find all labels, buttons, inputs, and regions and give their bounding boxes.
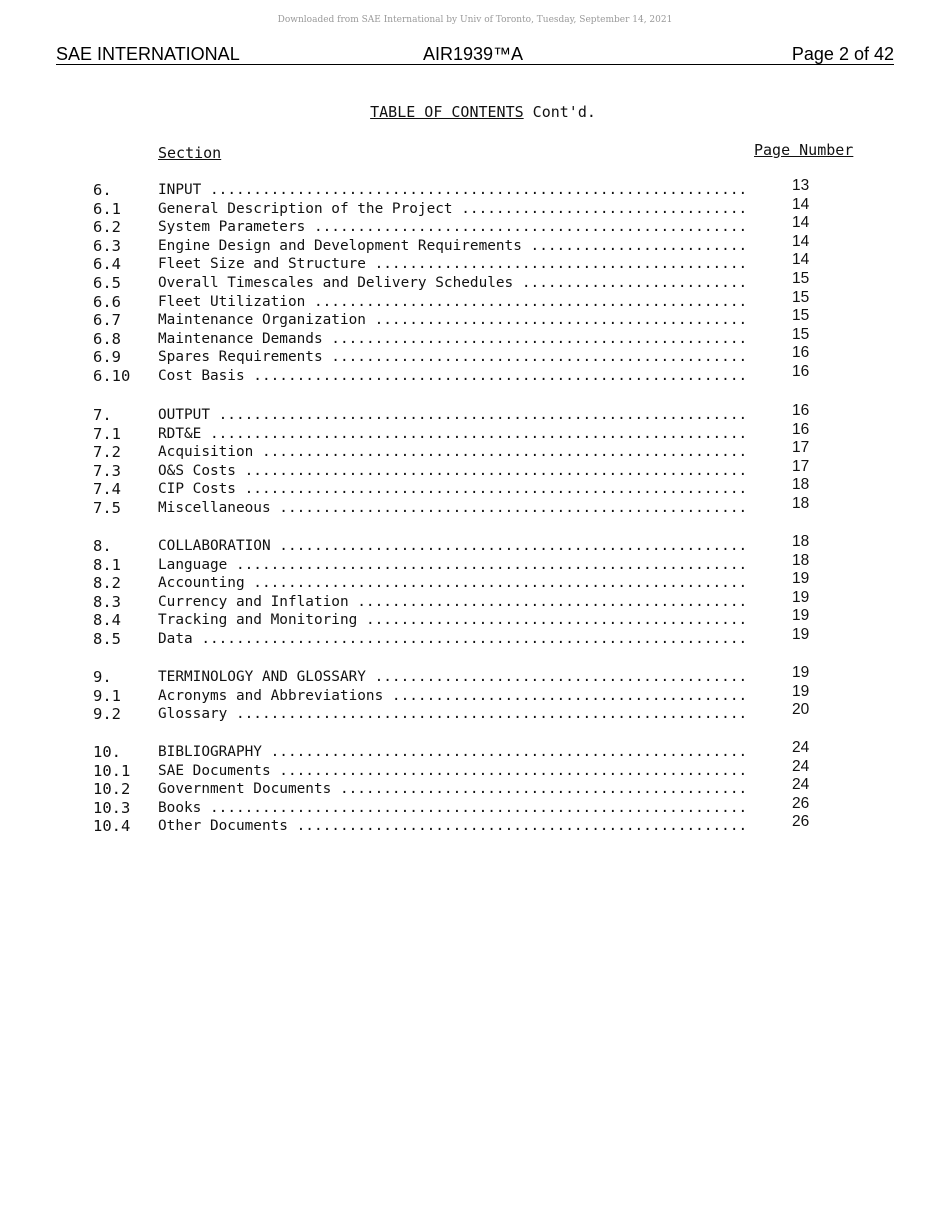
toc-entry-title: RDT&E ..... [158, 425, 744, 444]
toc-entry [0, 701, 950, 724]
toc-entry-page: 18 [792, 533, 810, 550]
toc-entry-title: Cost Basis ..... [158, 367, 744, 386]
toc-entry-page: 26 [792, 813, 810, 831]
toc-entry-number: 6.10 [93, 367, 131, 385]
toc-entry-number: 6.3 [93, 236, 121, 255]
toc-entry-number: 8.2 [93, 574, 121, 593]
toc-entry [0, 626, 950, 649]
toc-entry-number: 6. [93, 181, 112, 199]
toc-entry-page: 24 [792, 776, 810, 794]
toc-entry-title: Tracking and Monitoring ..... [158, 611, 744, 630]
toc-entry-number: 10.3 [93, 798, 131, 817]
toc-entry-title: SAE Documents ..... [158, 762, 744, 781]
toc-entry-number: 10.2 [93, 780, 131, 799]
toc-entry-title: Maintenance Organization ..... [158, 311, 744, 330]
toc-entry-title: Fleet Size and Structure ..... [158, 255, 744, 274]
toc-entry-page: 14 [792, 214, 810, 232]
toc-entry-title: Fleet Utilization ..... [158, 293, 744, 312]
toc-entry-number: 8.4 [93, 611, 121, 630]
header-org: SAE INTERNATIONAL [56, 44, 240, 64]
toc-entry-title: Glossary ..... [158, 705, 744, 724]
toc-entry-page: 18 [792, 551, 810, 569]
toc-entry-page: 16 [792, 402, 810, 419]
toc-entry-page: 18 [792, 495, 810, 512]
section-column-header: Section [158, 144, 222, 162]
toc-entry-title: CIP Costs ..... [158, 480, 744, 499]
toc-entry-title: O&S Costs ..... [158, 462, 744, 481]
toc-entry-page: 15 [792, 288, 810, 306]
toc-entry-title: Overall Timescales and Delivery Schedules ..... [158, 274, 744, 293]
toc-entry-title: Currency and Inflation ..... [158, 593, 744, 612]
toc-entry-page: 19 [792, 588, 810, 606]
toc-entry-page: 18 [792, 476, 810, 494]
toc-entry-title: Accounting ..... [158, 574, 744, 593]
toc-entry-page: 20 [792, 701, 810, 719]
toc-entry-page: 14 [792, 232, 810, 250]
toc-entry-title: Books ..... [158, 799, 744, 818]
toc-entry-title: Acronyms and Abbreviations ..... [158, 687, 744, 706]
toc-entry-page: 19 [792, 570, 810, 588]
toc-entry-title: BIBLIOGRAPHY ..... [158, 743, 744, 762]
toc-entry-number: 6.7 [93, 311, 121, 330]
toc-entry-title: OUTPUT ..... [158, 406, 744, 425]
toc-entry-title: Data ..... [158, 630, 744, 649]
page-number-column-header: Page Number [754, 141, 854, 159]
toc-entry-number: 7.5 [93, 499, 121, 517]
download-watermark: Downloaded from SAE International by Univ of Toronto, Tuesday, September 14, 2021 [277, 15, 673, 25]
toc-entry-page: 15 [792, 307, 810, 325]
toc-title-main: TABLE OF CONTENTS [370, 103, 524, 121]
toc-entry-number: 6.2 [93, 218, 121, 237]
toc-entry-page: 14 [792, 195, 810, 213]
toc-entry-page: 24 [792, 739, 810, 756]
toc-entry-number: 10.1 [93, 761, 131, 780]
toc-entry-number: 6.4 [93, 255, 121, 274]
toc-entry-page: 24 [792, 757, 810, 775]
toc-entry-page: 16 [792, 344, 810, 362]
toc-entry [0, 363, 950, 386]
toc-entry-number: 7.3 [93, 461, 121, 480]
page-header [56, 44, 894, 65]
toc-entry-page: 16 [792, 363, 810, 380]
toc-entry-page: 19 [792, 626, 810, 643]
toc-entry-number: 10.4 [93, 817, 131, 836]
toc-entry-number: 9.2 [93, 705, 121, 724]
toc-entry-number: 7.4 [93, 480, 121, 499]
header-page-number: Page 2 of 42 [791, 44, 894, 64]
toc-entry [0, 813, 950, 836]
toc-entry-number: 6.8 [93, 329, 121, 348]
toc-entry-title: System Parameters ..... [158, 218, 744, 237]
toc-entry-page: 17 [792, 439, 810, 457]
toc-entry-page: 26 [792, 794, 810, 812]
toc-entry-number: 10. [93, 743, 121, 761]
toc-entry-title: COLLABORATION ..... [158, 537, 744, 556]
toc-entry-page: 15 [792, 325, 810, 343]
toc-entry-title: Acquisition ..... [158, 443, 744, 462]
toc-entry-number: 8. [93, 537, 112, 555]
toc-entry-number: 6.9 [93, 348, 121, 367]
toc-entry-number: 9.1 [93, 686, 121, 705]
toc-entry [0, 495, 950, 518]
toc-entry-page: 19 [792, 607, 810, 625]
toc-entry-title: TERMINOLOGY AND GLOSSARY ..... [158, 668, 744, 687]
toc-entry-number: 7.2 [93, 443, 121, 462]
toc-entry-title: Language ..... [158, 556, 744, 575]
toc-entry-number: 6.5 [93, 274, 121, 292]
toc-entry-page: 17 [792, 457, 810, 475]
toc-entry-title: General Description of the Project ..... [158, 200, 744, 219]
toc-entry-page: 15 [792, 270, 810, 287]
toc-entry-title: Miscellaneous ..... [158, 499, 744, 518]
toc-title-suffix: Cont'd. [532, 103, 596, 121]
toc-entry-number: 6.1 [93, 199, 121, 218]
toc-entry-title: Spares Requirements ..... [158, 348, 744, 367]
toc-title [0, 103, 950, 121]
toc-entry-page: 14 [792, 251, 810, 269]
toc-entry-number: 6.6 [93, 292, 121, 311]
toc-entry-title: Maintenance Demands ..... [158, 330, 744, 349]
toc-entry-title: INPUT ..... [158, 181, 744, 200]
toc-entry-number: 7.1 [93, 424, 121, 443]
toc-entry-number: 7. [93, 406, 112, 424]
toc-entry-number: 9. [93, 668, 112, 686]
toc-entry-page: 19 [792, 664, 810, 681]
toc-entry-page: 16 [792, 420, 810, 438]
toc-entry-number: 8.1 [93, 555, 121, 574]
toc-entry-number: 8.3 [93, 592, 121, 611]
header-doc-id: AIR1939™A [423, 44, 524, 64]
toc-entry-number: 8.5 [93, 630, 121, 648]
toc-entry-page: 13 [792, 177, 810, 194]
toc-entry-title: Government Documents ..... [158, 780, 744, 799]
toc-entry-title: Other Documents ..... [158, 817, 744, 836]
toc-entry-title: Engine Design and Development Requirements ..... [158, 237, 744, 256]
toc-entry-page: 19 [792, 682, 810, 700]
